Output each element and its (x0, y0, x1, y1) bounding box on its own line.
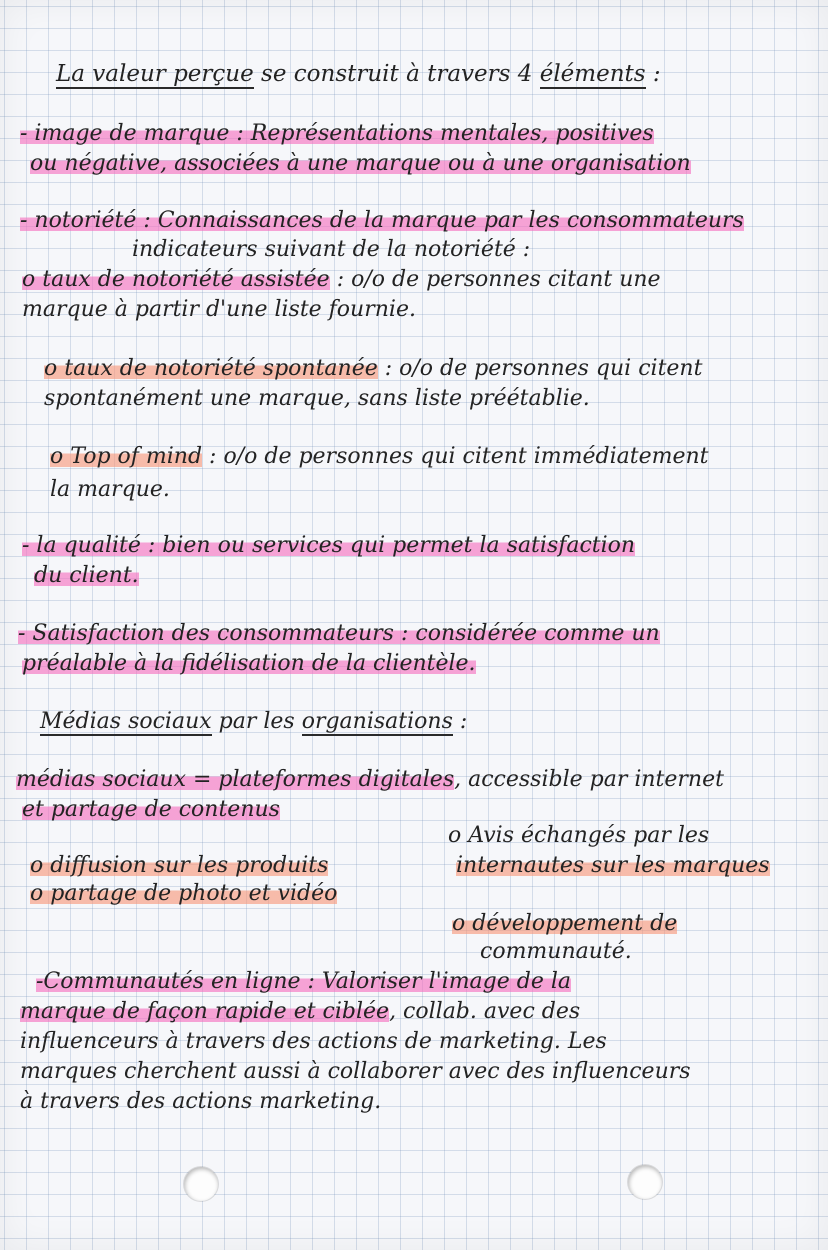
medias-heading-colon: : (452, 709, 468, 734)
bullet-diffusion (30, 852, 328, 880)
partage-text: o partage de photo et vidéo (30, 881, 338, 906)
term-notoriete-assistee: o taux de notoriété assistée (22, 267, 330, 292)
term-image-de-marque: - image de marque (20, 121, 230, 146)
term-top-of-mind: o Top of mind (50, 444, 203, 469)
communautes-line4 (20, 1058, 691, 1086)
developpement-text-1: o développement de (452, 911, 678, 936)
qualite-line1 (22, 532, 635, 560)
image-de-marque-definition-end: ou négative, associées à une marque ou à une organisation (30, 151, 691, 176)
avis-text-1: o Avis échangés par les (448, 823, 710, 848)
communautes-line2 (20, 998, 580, 1026)
assistee-definition-start: : o/o de personnes citant une (329, 267, 661, 292)
assistee-line1 (22, 266, 661, 294)
satisfaction-definition-start: - Satisfaction des consommateurs : considérée comme un (18, 621, 660, 646)
satisfaction-line1 (18, 620, 660, 648)
communautes-def-collab: , collab. avec des (389, 999, 581, 1024)
notoriete-definition: : Connaissances de la marque par les consommateurs (136, 208, 744, 233)
medias-heading (40, 708, 467, 736)
top-of-mind-definition-end: la marque. (50, 477, 170, 502)
medias-def-end: et partage de contenus (22, 797, 280, 822)
satisfaction-definition-end: préalable à la fidélisation de la clientèle. (22, 651, 476, 676)
medias-def-rest: , accessible par internet (454, 767, 724, 792)
communautes-line5 (20, 1088, 381, 1116)
top-of-mind-line1 (50, 443, 709, 471)
term-notoriete-spontanee: o taux de notoriété spontanée (44, 356, 378, 381)
medias-heading-underlined-2: organisations (301, 709, 453, 734)
communautes-line1 (36, 968, 571, 996)
spontanee-definition-end: spontanément une marque, sans liste préétablie. (44, 386, 590, 411)
notoriete-line2 (132, 236, 530, 264)
term-notoriete: - notoriété (20, 208, 137, 233)
communautes-def-5: à travers des actions marketing. (20, 1089, 382, 1114)
assistee-line2 (22, 296, 416, 324)
title-underlined-elements: éléments (539, 61, 646, 87)
term-communautes: -Communautés en ligne (36, 969, 301, 994)
spontanee-definition-start: : o/o de personnes qui citent (377, 356, 703, 381)
spontanee-line2 (44, 385, 590, 413)
communautes-line3 (20, 1028, 607, 1056)
page-title (56, 60, 661, 88)
term-medias-sociaux: médias sociaux = plateformes digitales (16, 767, 455, 792)
bullet-avis-line1 (448, 822, 709, 850)
communautes-def-start: : Valoriser l'image de la (300, 969, 572, 994)
medias-heading-underlined-1: Médias sociaux (40, 709, 212, 734)
image-de-marque-line2 (30, 150, 691, 178)
communautes-def-highlighted: marque de façon rapide et ciblée (20, 999, 390, 1024)
title-middle: se construit à travers 4 (253, 61, 540, 87)
image-de-marque-line1 (20, 120, 654, 148)
title-underlined-valeur: La valeur perçue (56, 61, 254, 87)
bullet-developpement-line1 (452, 910, 677, 938)
punch-hole-left (184, 1167, 218, 1201)
bullet-developpement-line2 (480, 938, 632, 966)
notoriete-indicateurs: indicateurs suivant de la notoriété : (132, 237, 531, 262)
qualite-definition-start: - la qualité : bien ou services qui permet la satisfaction (22, 533, 636, 558)
bullet-avis-line2 (456, 852, 770, 880)
avis-text-2: internautes sur les marques (456, 853, 770, 878)
notoriete-line1 (20, 207, 744, 235)
title-colon: : (645, 61, 661, 87)
qualite-definition-end: du client. (34, 563, 139, 588)
developpement-text-2: communauté. (480, 939, 632, 964)
spontanee-line1 (44, 355, 702, 383)
communautes-def-3: influenceurs à travers des actions de marketing. Les (20, 1029, 607, 1054)
bullet-partage (30, 880, 337, 908)
diffusion-text: o diffusion sur les produits (30, 853, 329, 878)
top-of-mind-line2 (50, 476, 170, 504)
qualite-line2 (34, 562, 139, 590)
medias-heading-middle: par les (211, 709, 302, 734)
assistee-definition-end: marque à partir d'une liste fournie. (22, 297, 416, 322)
image-de-marque-definition-start: : Représentations mentales, positives (229, 121, 654, 146)
medias-def-line2 (22, 796, 280, 824)
satisfaction-line2 (22, 650, 476, 678)
communautes-def-4: marques cherchent aussi à collaborer avec des influenceurs (20, 1059, 691, 1084)
medias-def-line1 (16, 766, 724, 794)
punch-hole-right (628, 1165, 662, 1199)
top-of-mind-definition-start: : o/o de personnes qui citent immédiatement (202, 444, 709, 469)
